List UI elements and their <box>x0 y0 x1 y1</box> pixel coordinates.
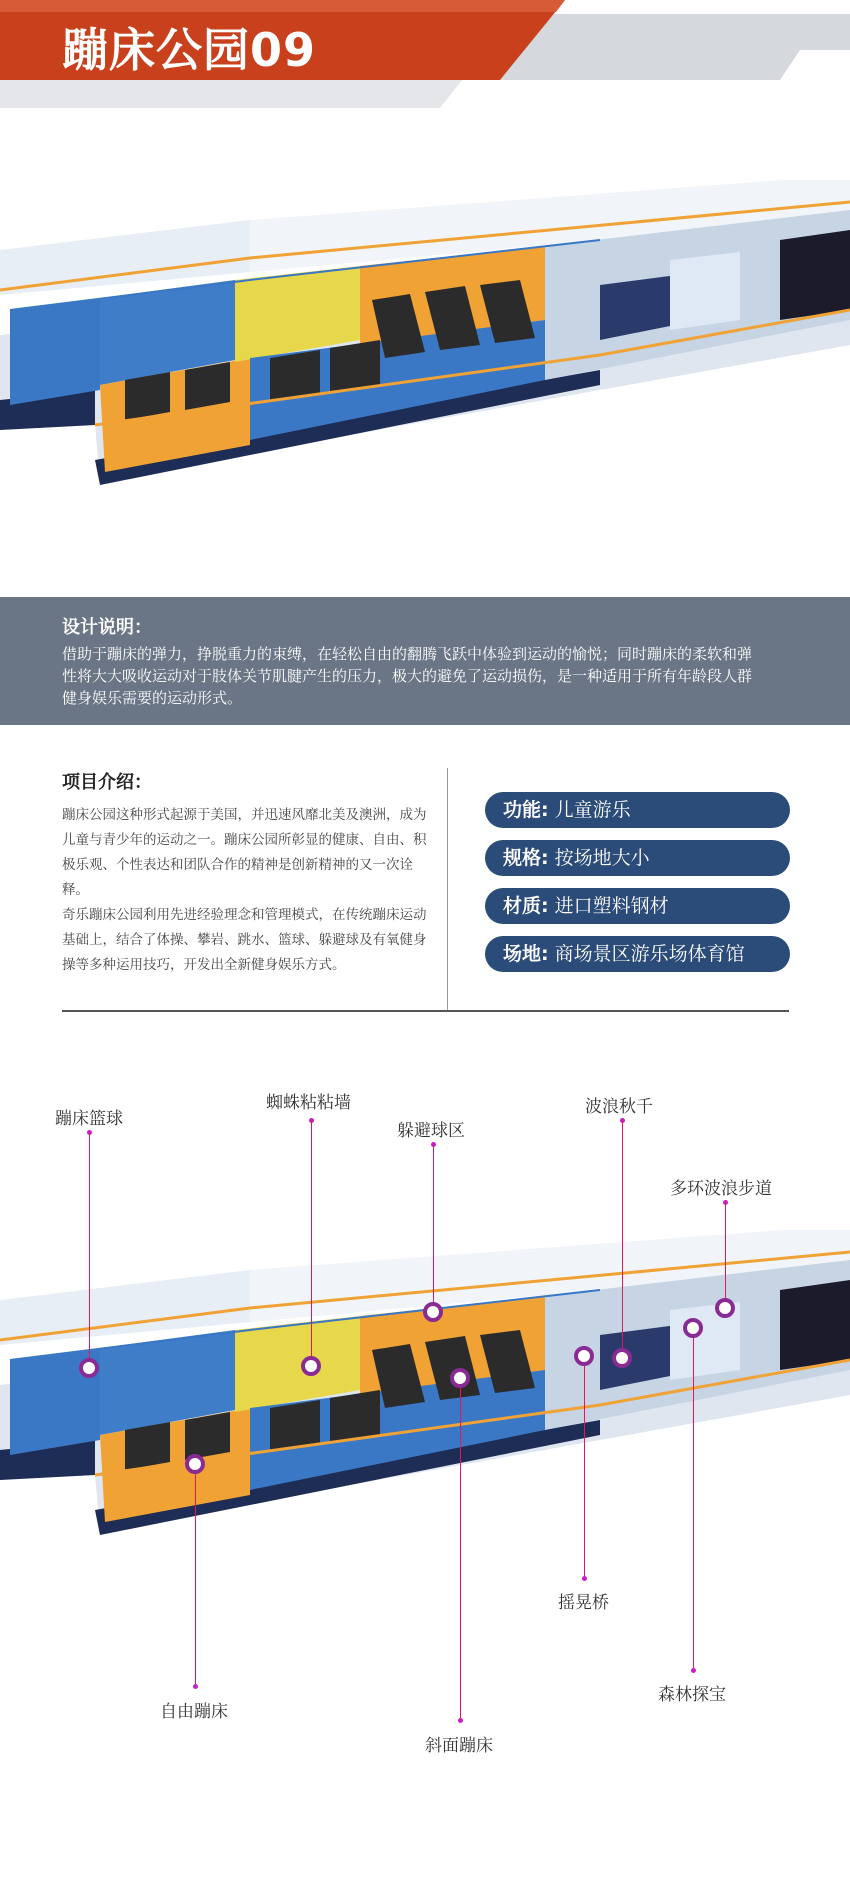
label-spider-wall: 蜘蛛粘粘墙 <box>266 1093 351 1113</box>
spec-value: 按场地大小 <box>554 847 650 869</box>
label-wave-swing: 波浪秋千 <box>585 1097 653 1117</box>
spec-size <box>485 840 790 876</box>
leader-line <box>693 1338 694 1668</box>
leader-line <box>195 1474 196 1684</box>
spec-value: 进口塑料钢材 <box>554 895 669 917</box>
marker-spider-wall <box>301 1356 321 1376</box>
leader-line <box>725 1203 726 1303</box>
leader-line <box>433 1145 434 1305</box>
marker-free-trampoline <box>185 1454 205 1474</box>
header-banner <box>0 0 850 110</box>
design-title: 设计说明： <box>62 617 152 638</box>
marker-dodgeball <box>423 1302 443 1322</box>
leader-dot <box>458 1718 463 1723</box>
label-swing-bridge: 摇晃桥 <box>558 1593 609 1613</box>
spec-key: 规格: <box>503 847 549 869</box>
intro-title: 项目介绍： <box>62 772 152 793</box>
label-trampoline-basketball: 蹦床篮球 <box>55 1109 123 1129</box>
leader-line <box>622 1121 623 1351</box>
marker-trampoline-basketball <box>79 1358 99 1378</box>
spec-key: 功能: <box>503 799 549 821</box>
spec-value: 儿童游乐 <box>554 799 631 821</box>
marker-slope-trampoline <box>450 1368 470 1388</box>
trampoline-park-render <box>0 180 850 500</box>
design-text: 借助于蹦床的弹力，挣脱重力的束缚，在轻松自由的翻腾飞跃中体验到运动的愉悦；同时蹦床的柔软和弹性将大大吸收运动对于肢体关节肌腱产生的压力，极大的避免了运动损伤，是一种适用于所有年龄段人群健身娱乐需要的运动形式。 <box>62 645 753 707</box>
spec-key: 材质: <box>503 895 549 917</box>
spec-value: 商场景区游乐场体育馆 <box>554 943 745 965</box>
intro-paragraph: 蹦床公园这种形式起源于美国，并迅速风靡北美及澳洲，成为儿童与青少年的运动之一。蹦床公园所彰显的健康、自由、积极乐观、个性表达和团队合作的精神是创新精神的又一次诠释。 <box>62 807 427 898</box>
design-description <box>0 597 850 725</box>
marker-ring-walkway <box>715 1298 735 1318</box>
label-dodgeball: 躲避球区 <box>397 1121 465 1141</box>
label-free-trampoline: 自由蹦床 <box>160 1702 228 1722</box>
leader-dot <box>582 1576 587 1581</box>
vertical-divider <box>447 768 448 1010</box>
leader-line <box>584 1366 585 1576</box>
spec-material <box>485 888 790 924</box>
leader-line <box>460 1388 461 1718</box>
label-forest-treasure: 森林探宝 <box>658 1685 726 1705</box>
leader-dot <box>691 1668 696 1673</box>
horizontal-divider <box>62 1010 789 1012</box>
intro-text <box>62 803 427 978</box>
label-slope-trampoline: 斜面蹦床 <box>425 1736 493 1756</box>
annotated-park-render <box>0 1230 850 1560</box>
marker-wave-swing <box>612 1348 632 1368</box>
spec-venue <box>485 936 790 972</box>
marker-swing-bridge <box>574 1346 594 1366</box>
intro-paragraph: 奇乐蹦床公园利用先进经验理念和管理模式，在传统蹦床运动基础上，结合了体操、攀岩、跳水、篮球、躲避球及有氧健身操等多种运用技巧，开发出全新健身娱乐方式。 <box>62 907 427 973</box>
leader-dot <box>193 1684 198 1689</box>
leader-line <box>311 1121 312 1361</box>
label-ring-walkway: 多环波浪步道 <box>670 1179 772 1199</box>
leader-line <box>89 1133 90 1363</box>
page-title: 蹦床公园09 <box>62 23 317 77</box>
spec-function <box>485 792 790 828</box>
marker-forest-treasure <box>683 1318 703 1338</box>
spec-key: 场地: <box>503 943 549 965</box>
